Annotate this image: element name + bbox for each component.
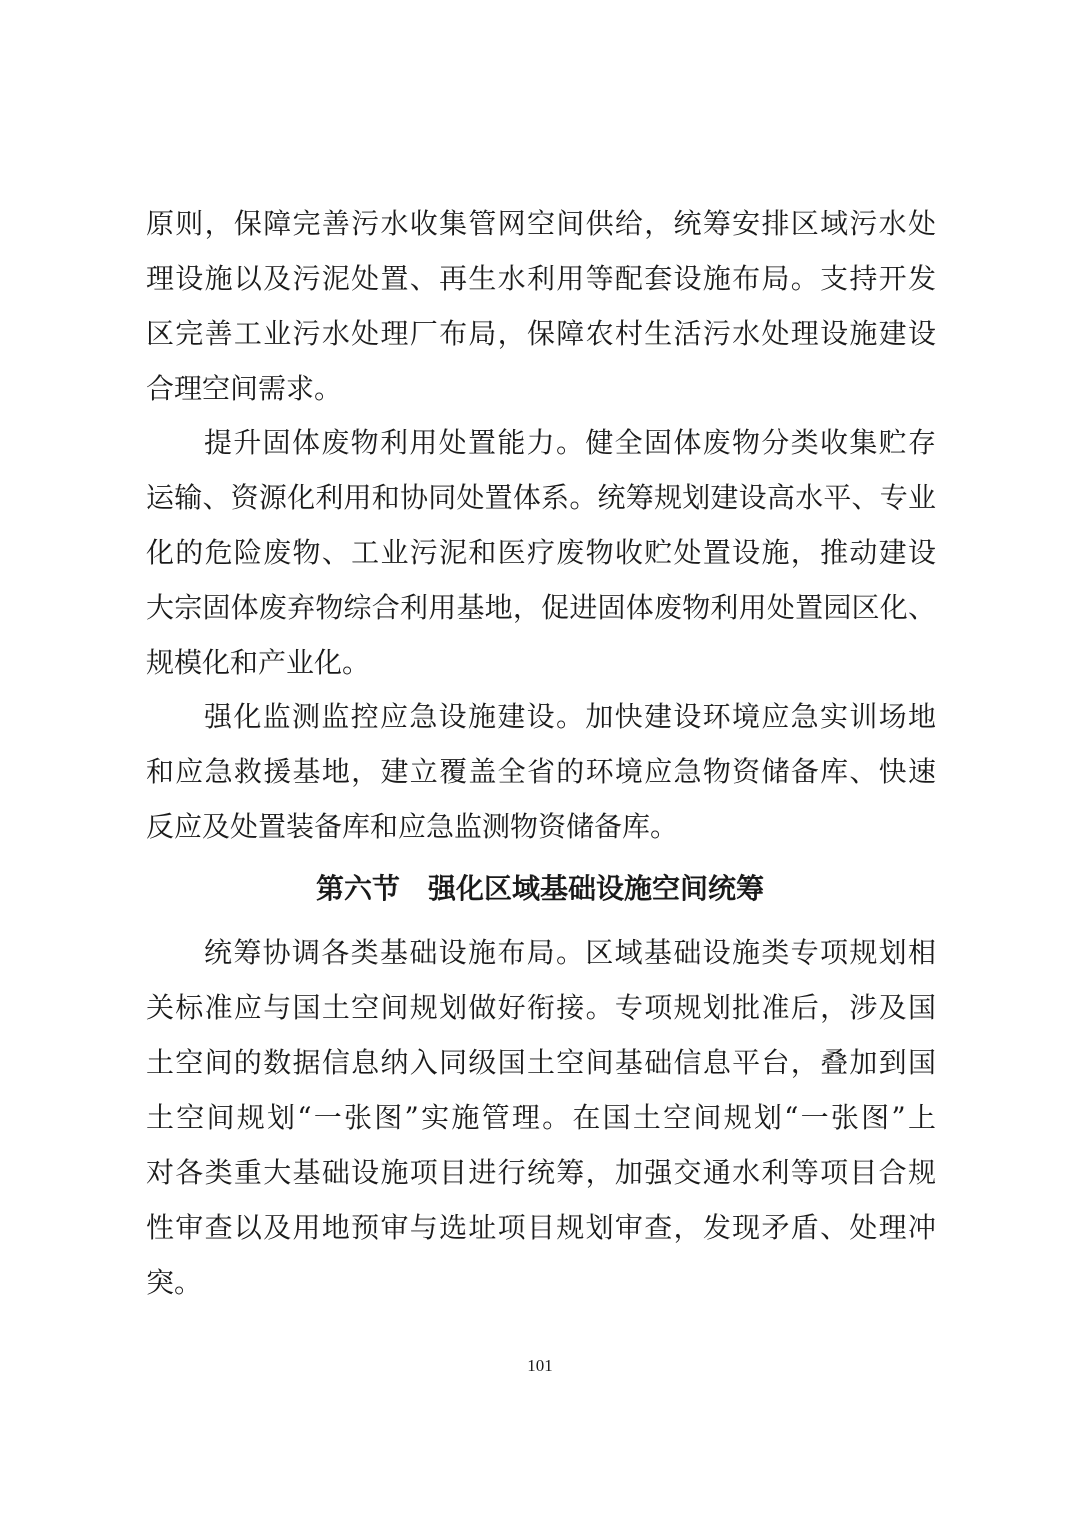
paragraph-line: 土空间规划“一张图”实施管理。在国土空间规划“一张图”上	[146, 1101, 936, 1134]
section-heading: 第六节 强化区域基础设施空间统筹	[315, 872, 764, 905]
paragraph-line: 理设施以及污泥处置、再生水利用等配套设施布局。支持开发	[146, 262, 936, 295]
paragraph-line: 土空间的数据信息纳入同级国土空间基础信息平台，叠加到国	[146, 1046, 936, 1079]
paragraph-line: 关标准应与国土空间规划做好衔接。专项规划批准后，涉及国	[146, 991, 936, 1024]
paragraph-line: 大宗固体废弃物综合利用基地，促进固体废物利用处置园区化、	[146, 591, 936, 624]
paragraph-line: 对各类重大基础设施项目进行统筹，加强交通水利等项目合规	[146, 1156, 936, 1189]
paragraph-line: 化的危险废物、工业污泥和医疗废物收贮处置设施，推动建设	[146, 536, 936, 569]
paragraph-infrastructure-coordination	[146, 925, 936, 1310]
paragraph-line: 原则，保障完善污水收集管网空间供给，统筹安排区域污水处	[146, 207, 936, 240]
paragraph-line: 区完善工业污水处理厂布局，保障农村生活污水处理设施建设	[146, 317, 936, 350]
paragraph-line: 反应及处置装备库和应急监测物资储备库。	[146, 810, 679, 843]
page-number: 101	[527, 1356, 553, 1375]
paragraph-line: 和应急救援基地，建立覆盖全省的环境应急物资储备库、快速	[146, 755, 936, 788]
paragraph-line: 突。	[146, 1266, 203, 1299]
paragraph-line: 运输、资源化利用和协同处置体系。统筹规划建设高水平、专业	[146, 481, 936, 514]
paragraph-line: 强化监测监控应急设施建设。加快建设环境应急实训场地	[204, 700, 936, 733]
paragraph-sewage-continuation	[146, 196, 936, 416]
paragraph-line: 性审查以及用地预审与选址项目规划审查，发现矛盾、处理冲	[146, 1211, 936, 1244]
paragraph-line: 统筹协调各类基础设施布局。区域基础设施类专项规划相	[204, 936, 936, 969]
paragraph-line: 提升固体废物利用处置能力。健全固体废物分类收集贮存	[204, 426, 936, 459]
paragraph-monitoring-emergency	[146, 689, 936, 854]
paragraph-line: 规模化和产业化。	[146, 646, 371, 679]
paragraph-line: 合理空间需求。	[146, 372, 343, 405]
paragraph-solid-waste	[146, 415, 936, 690]
